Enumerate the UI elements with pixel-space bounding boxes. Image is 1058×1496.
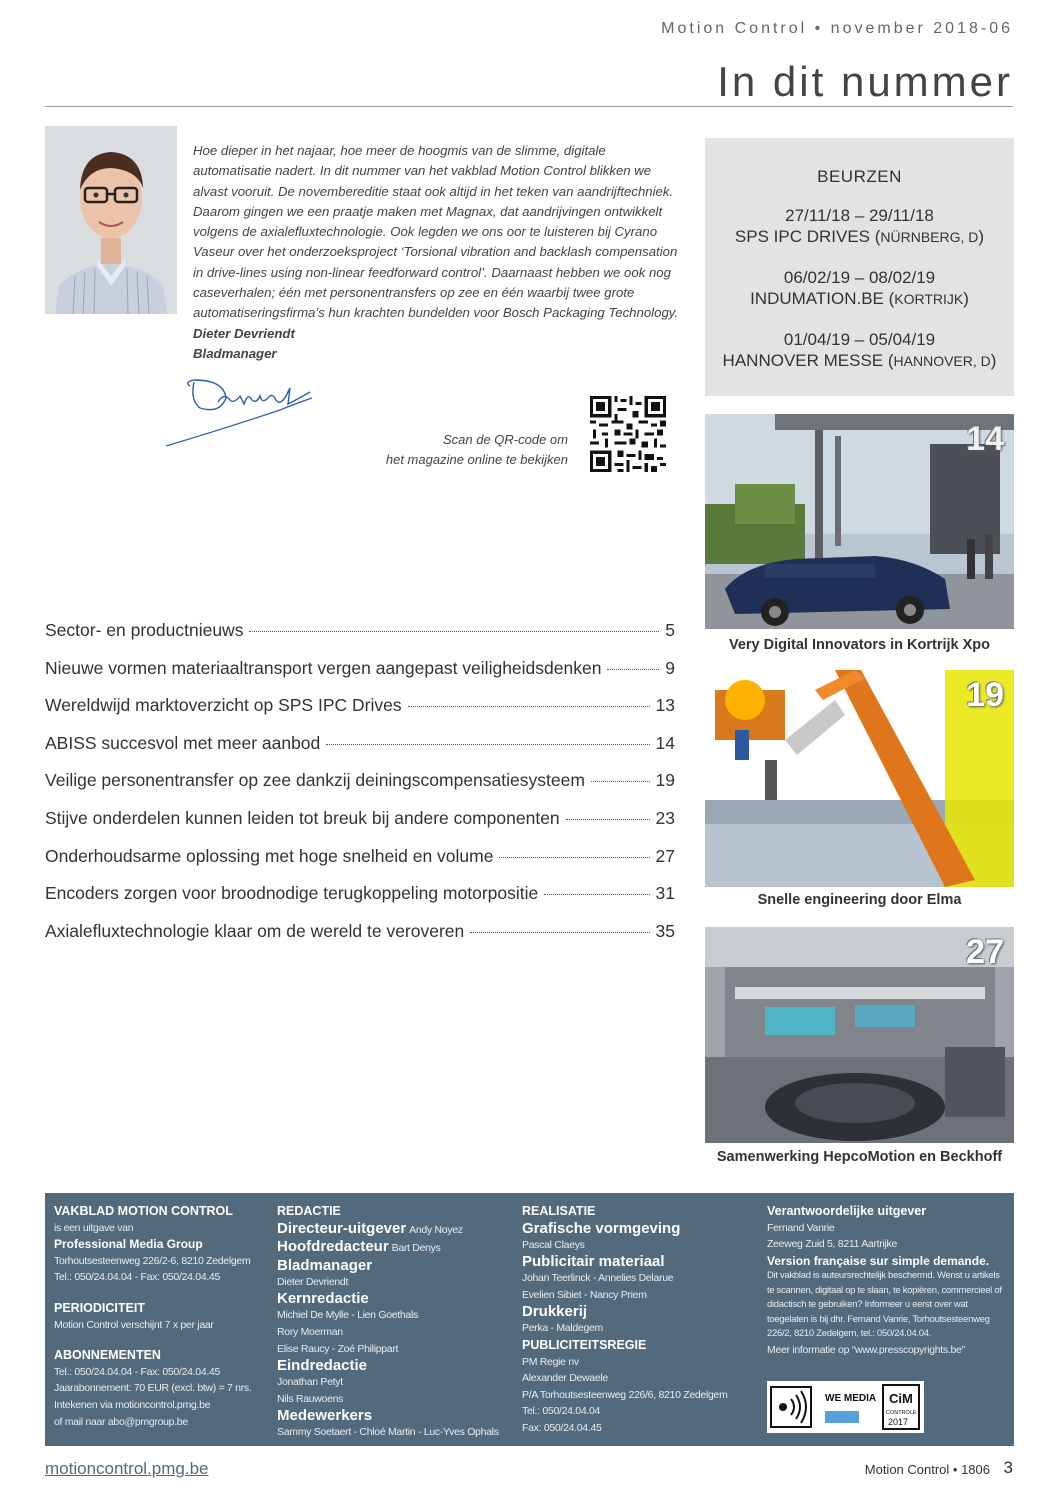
page-number-badge: 14 bbox=[966, 420, 1004, 458]
trade-fair-event bbox=[705, 267, 1014, 310]
page-number-badge: 19 bbox=[966, 676, 1004, 714]
editorial-intro bbox=[193, 141, 683, 364]
event-dates: 27/11/18 – 29/11/18 bbox=[785, 206, 934, 225]
event-dates: 06/02/19 – 08/02/19 bbox=[783, 268, 936, 287]
author-role: Bladmanager bbox=[193, 345, 277, 361]
toc-entry[interactable]: Onderhoudsarme oplossing met hoge snelheid en volume 27 bbox=[45, 845, 675, 866]
toc-entry[interactable]: Encoders zorgen voor broodnodige terugkoppeling motorpositie 31 bbox=[45, 883, 675, 904]
cim-year-text: 2017 bbox=[888, 1417, 909, 1427]
page-number: 3 bbox=[1003, 1458, 1013, 1477]
feature-caption: Very Digital Innovators in Kortrijk Xpo bbox=[728, 637, 991, 653]
event-name: SPS IPC DRIVES (NÜRNBERG, D) bbox=[734, 227, 985, 246]
intro-text: Hoe dieper in het najaar, hoe meer de hoogmis van de slimme, digitale automatisatie nadert. In dit nummer van het vakblad Motion Control blikken we alvast vooruit. De novembereditie staat ook altijd in het teken van aandrijftechniek. Daarom gingen we een praatje maken met Magnax, dat aandrijvingen ontwikkelt volgens de axialefluxtechnologie. Ook legden we ons oor te luisteren bij Cyrano Vaseur over het onderzoeksproject ‘Torsional vibration and backlash compensation in drive-lines using non-linear feedforward control’. Daarnaast hebben we ook nog caseverhalen; één met personentransfers op zee en één waarbij twee grote automatiseringsfirma’s hun krachten bundelden voor Bosch Packaging Technology. bbox=[193, 143, 679, 321]
title-divider bbox=[45, 106, 1013, 107]
author-name: Dieter Devriendt bbox=[193, 325, 295, 341]
cim-logo-text: CiM bbox=[889, 1391, 913, 1406]
page-title: In dit nummer bbox=[717, 58, 1013, 105]
event-name: HANNOVER MESSE (HANNOVER, D) bbox=[722, 351, 997, 370]
footer-issue: Motion Control • 1806 bbox=[864, 1462, 990, 1477]
colophon-publisher: VAKBLAD MOTION CONTROL is een uitgave van Professional Media Group Torhoutsesteenweg 226/2-6, 8210 Zedelgem Tel.: 050/24.04.04 - Fax: 050/24.04.45 PERIODICITEIT Motion Control verschijnt 7 x per jaar ABONNEMENTEN Tel.: 050/24.04.04 - Fax: 050/24.04.45 Jaarabonnement: 70 EUR (excl. btw) = 7 nrs. Intekenen via motioncontrol.pmg.be of mail naar abo@pmgroup.be bbox=[54, 1204, 252, 1428]
feature-caption: Samenwerking HepcoMotion en Beckhoff bbox=[716, 1149, 1003, 1165]
page-number-badge: 27 bbox=[966, 933, 1004, 971]
trade-fair-event bbox=[705, 205, 1014, 248]
event-name: INDUMATION.BE (KORTRIJK) bbox=[750, 289, 969, 308]
qr-instruction bbox=[330, 430, 568, 470]
cim-controle-text: CONTROLE bbox=[886, 1410, 917, 1416]
trade-fairs-heading: BEURZEN bbox=[817, 167, 902, 186]
qr-code[interactable] bbox=[590, 396, 666, 472]
issue-meta: Motion Control • november 2018-06 bbox=[661, 20, 1013, 37]
qr-text-line-1: Scan de QR-code om bbox=[442, 432, 568, 447]
toc-entry[interactable]: ABISS succesvol met meer aanbod 14 bbox=[45, 732, 675, 753]
trade-fair-event bbox=[705, 329, 1014, 372]
colophon bbox=[45, 1193, 1014, 1446]
toc-entry[interactable]: Nieuwe vormen materiaaltransport vergen aangepast veiligheidsdenken 9 bbox=[45, 657, 675, 678]
feature-caption: Snelle engineering door Elma bbox=[757, 892, 962, 908]
certification-logos bbox=[767, 1381, 924, 1433]
table-of-contents bbox=[45, 620, 675, 958]
toc-entry[interactable]: Axialefluxtechnologie klaar om de wereld te veroveren 35 bbox=[45, 920, 675, 941]
feature-image-kortrijk-xpo[interactable] bbox=[705, 414, 1014, 629]
feature-image-hepcomotion[interactable] bbox=[705, 927, 1014, 1143]
trade-fairs-box bbox=[705, 138, 1014, 396]
colophon-responsible: Verantwoordelijke uitgever Fernand Vanrie Zeeweg Zuid 5, 8211 Aartrijke Version française sur simple demande. Dit vakblad is auteursrechtelijk beschermd. Wenst u artikels te scannen, digitaal op te slaan, te kopiëren, commercieel of didactisch te gebruiken? Informeer u eerst over wat toegelaten is bij dhr. Fernand Vanrie, Torhoutsesteenweg 226/2, 8210 Zedelgem, tel.: 050/24.04.04. Meer informatie op “www.presscopyrights.be” bbox=[767, 1204, 1002, 1356]
colophon-production: REALISATIE Grafische vormgeving Pascal Claeys Publicitair materiaal Johan Teerlinck - Annelies Delarue Evelien Sibiet - Nancy Priem Drukkerij Perka - Maldegem PUBLICITEITSREGIE PM Regie nv Alexander Dewaele P/A Torhoutsesteenweg 226/6, 8210 Zedelgem Tel.: 050/24.04.04 Fax: 050/24.04.45 bbox=[522, 1204, 728, 1434]
qr-text-line-2: het magazine online te bekijken bbox=[385, 452, 568, 467]
author-photo bbox=[45, 126, 177, 314]
toc-entry[interactable]: Stijve onderdelen kunnen leiden tot breuk bij andere componenten 23 bbox=[45, 807, 675, 828]
handwritten-signature bbox=[160, 370, 320, 450]
we-media-logo-text: WE MEDIA bbox=[825, 1393, 877, 1404]
toc-entry[interactable]: Sector- en productnieuws 5 bbox=[45, 620, 675, 640]
website-link[interactable]: motioncontrol.pmg.be bbox=[45, 1459, 209, 1478]
toc-entry[interactable]: Veilige personentransfer op zee dankzij deiningscompensatiesysteem 19 bbox=[45, 770, 675, 791]
toc-entry[interactable]: Wereldwijd marktoverzicht op SPS IPC Drives 13 bbox=[45, 695, 675, 716]
feature-image-elma[interactable] bbox=[705, 670, 1014, 887]
event-dates: 01/04/19 – 05/04/19 bbox=[783, 330, 936, 349]
colophon-editorial: REDACTIE Directeur-uitgever Andy Noyez Hoofdredacteur Bart Denys Bladmanager Dieter Devriendt Kernredactie Michiel De Mylle - Lien Goethals Rory Moerman Elise Raucy - Zoé Philippart Eindredactie Jonathan Petyt Nils Rauwoens Medewerkers Sammy Soetaert - Chloé Martin - Luc-Yves Ophals bbox=[277, 1204, 499, 1439]
